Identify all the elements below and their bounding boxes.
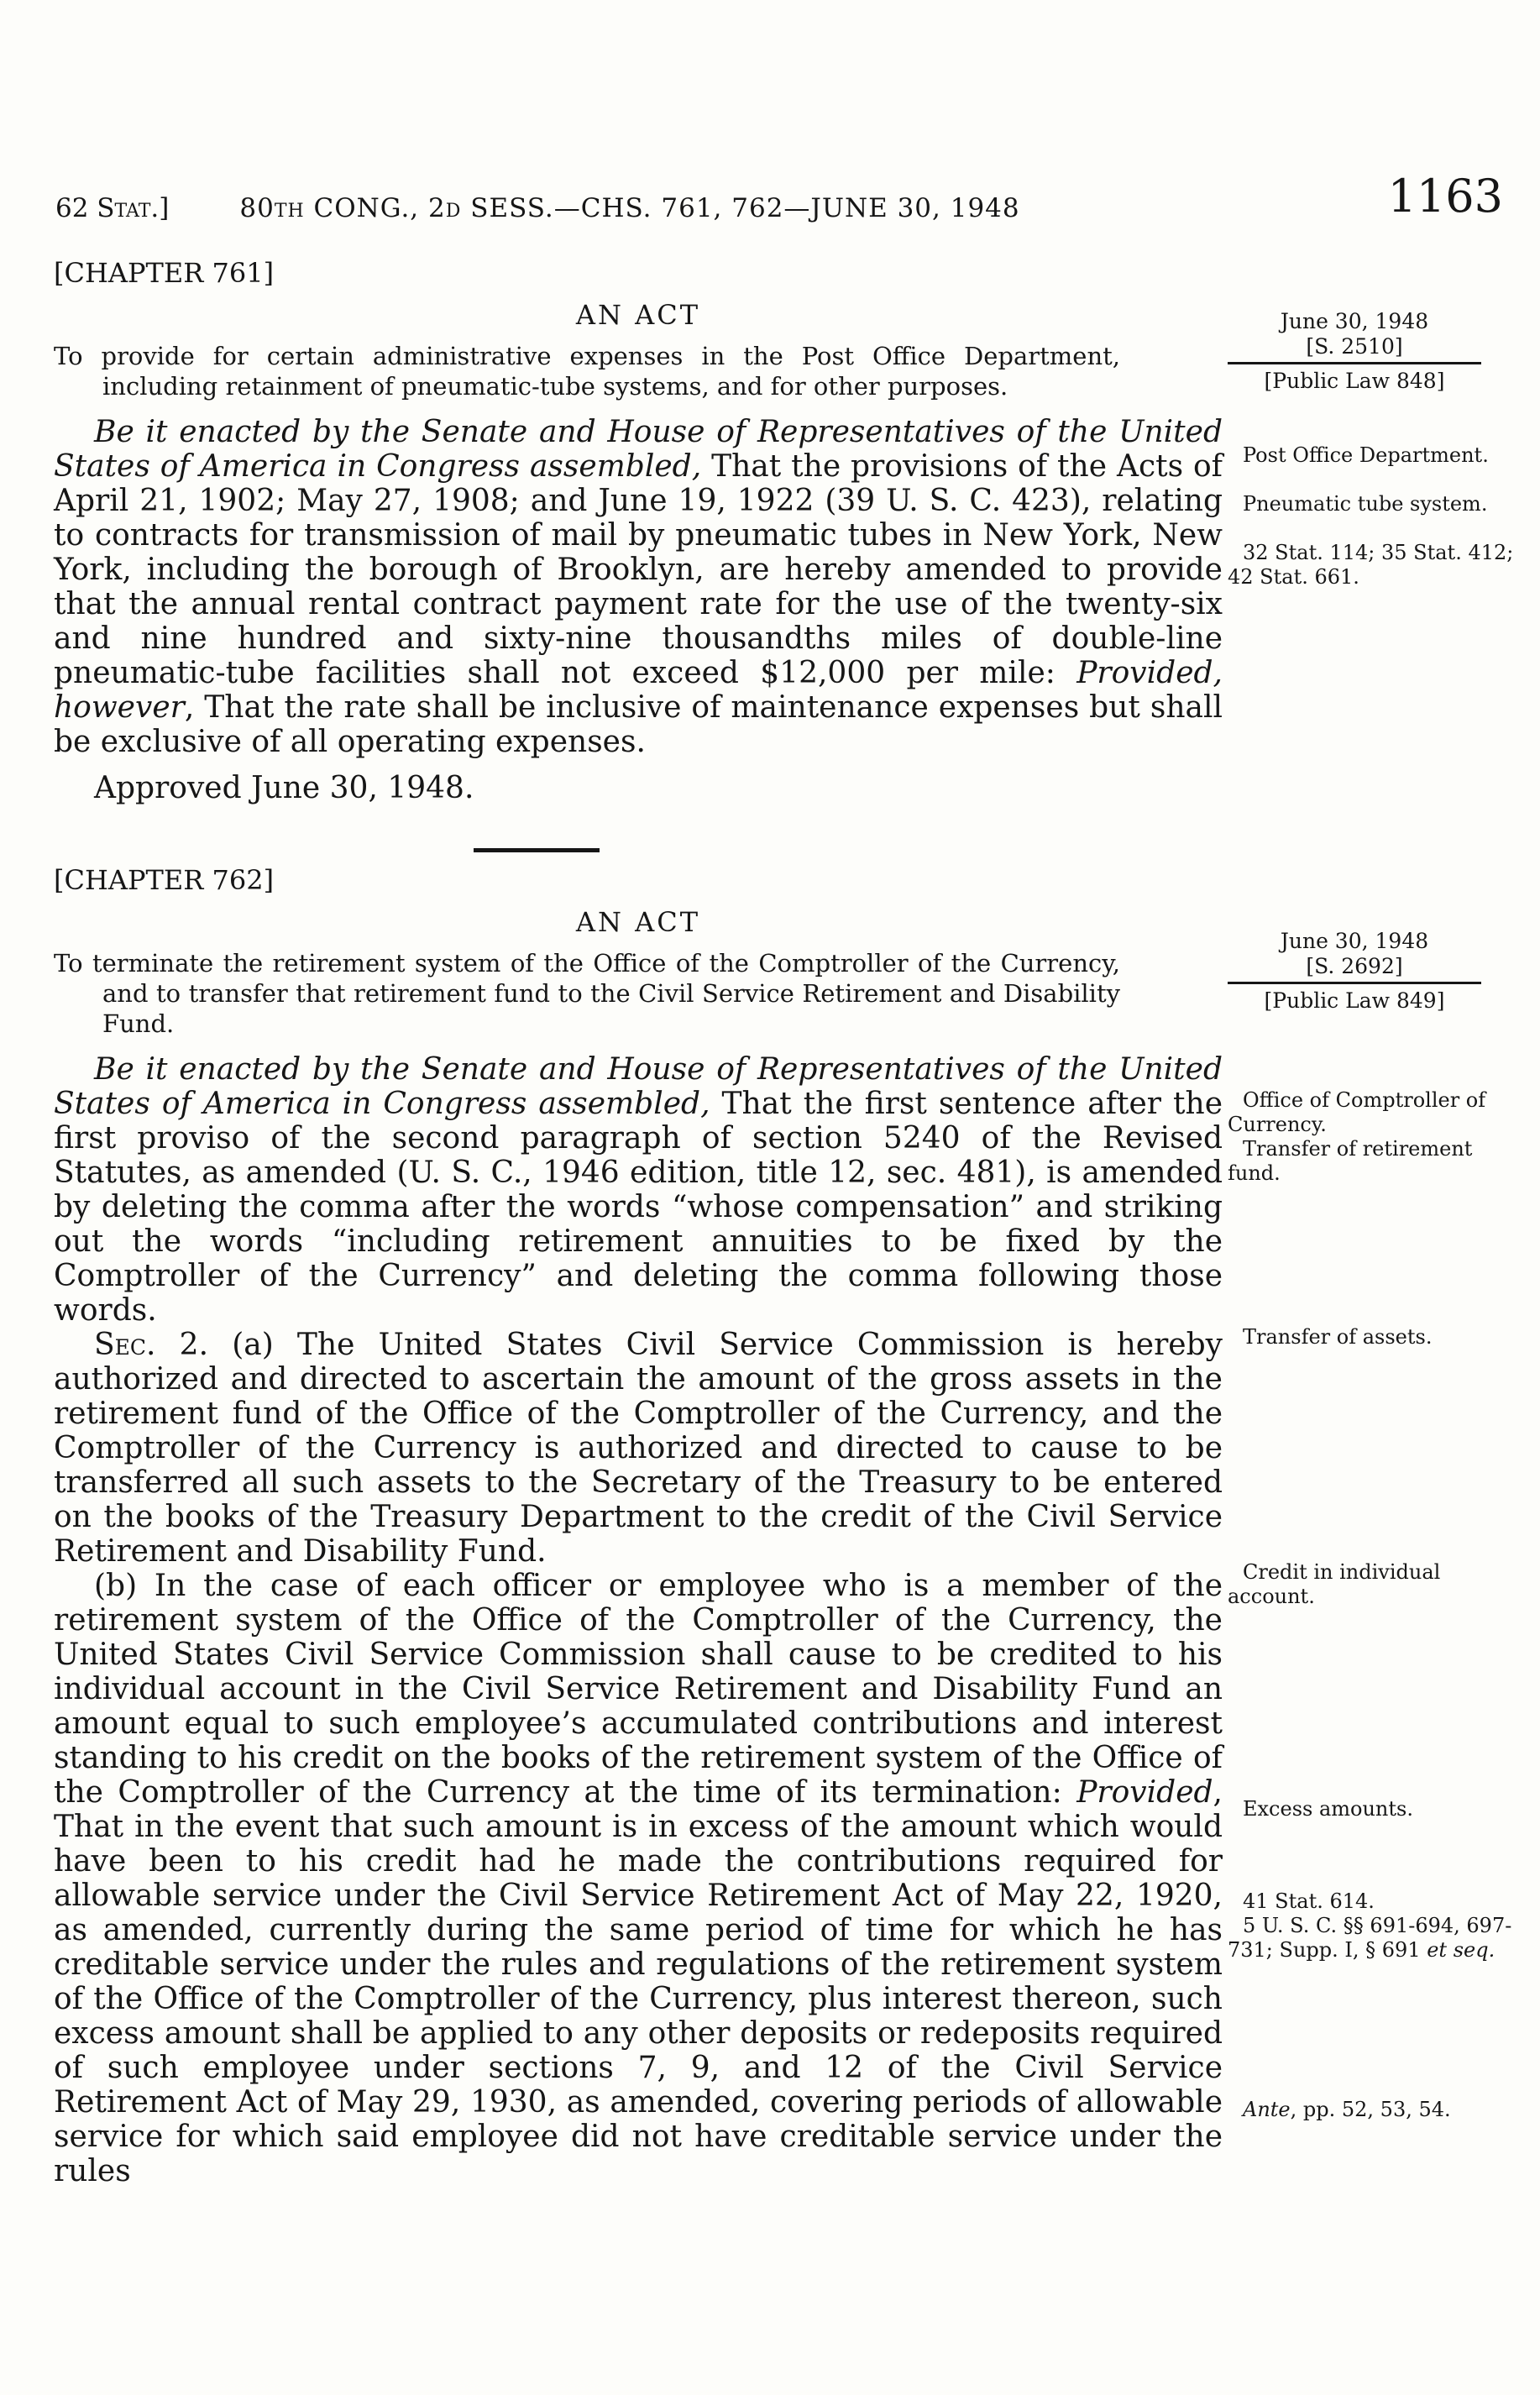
sidenote-credit-in-individual-account: Credit in individual account. xyxy=(1228,1560,1441,1608)
chapter-761-enacting-paragraph xyxy=(54,415,1223,759)
chapter-divider-rule xyxy=(474,848,600,852)
volume-reference: 62 Stat.] xyxy=(55,193,170,223)
sidenote-rule xyxy=(1228,982,1481,984)
sidenote-public-law: [Public Law 848] xyxy=(1264,369,1445,393)
chapter-762-date-block xyxy=(1228,929,1481,1014)
body-text: That the provisions of the Acts of April 21, 1902; May 27, 1908; and June 19, 1922 (39 U. S. C. 423), relating to contracts for transmission of mail by pneumatic tubes in New York, New York, including the borough of Brooklyn, are hereby amended to provide that the annual rental contract payment rate for the use of the twenty-six and nine hundred and sixty-nine thousandths miles of double-line pneumatic-tube facilities shall not exceed $12,000 per mile: xyxy=(54,449,1223,690)
sidenote-transfer-of-assets: Transfer of assets. xyxy=(1243,1325,1433,1349)
body-text: , That in the event that such amount is in excess of the amount which would have been to his credit had he made the contributions required for allowable service under the Civil Service Retirement Act of May 22, 1920, as amended, currently during the same period of time for which he has creditable service under the rules and regulations of the retirement system of the Office of the Comptroller of the Currency, plus interest thereon, such excess amount shall be applied to any other deposits or redeposits required of such employee under sections 7, 9, and 12 of the Civil Service Retirement Act of May 29, 1930, as amended, covering periods of allowable service for which said employee did not have creditable service under the rules xyxy=(54,1775,1223,2188)
proviso-italic: Provided, however xyxy=(54,656,1223,725)
chapter-762-act-title: To terminate the retirement system of the Office of the Comptroller of the Currency, and to transfer that retirement fund to the Civil Service Retirement and Disability Fund. xyxy=(54,949,1120,1038)
sidenote-public-law: [Public Law 849] xyxy=(1264,988,1445,1013)
proviso-italic: Provided xyxy=(1076,1775,1213,1810)
chapter-761 xyxy=(54,257,1223,805)
chapter-761-act-title: To provide for certain administrative expenses in the Post Office Department, including retainment of pneumatic-tube systems, and for other purposes. xyxy=(54,342,1120,401)
body-text: (b) In the case of each officer or employee who is a member of the retirement system of the Office of the Comptroller of the Currency, the United States Civil Service Commission shall cause to be credited to his individual account in the Civil Service Retirement and Disability Fund an amount equal to such employee’s accumulated contributions and interest standing to his credit on the books of the retirement system of the Office of the Comptroller of the Currency at the time of its termination: xyxy=(54,1569,1223,1810)
page-number: 1163 xyxy=(1387,170,1503,223)
chapter-762-section-1-paragraph xyxy=(54,1052,1223,1328)
sidenote-statute-citations-761: 32 Stat. 114; 35 Stat. 412; 42 Stat. 661. xyxy=(1228,541,1514,589)
chapter-762-label: [CHAPTER 762] xyxy=(54,864,275,896)
body-text: (a) The United States Civil Service Commission is hereby authorized and directed to ascertain the amount of the gross assets in the retirement fund of the Office of the Comptroller of the Currency, and the Comptroller of the Currency is authorized and directed to cause to be transferred all such assets to the Secretary of the Treasury to be entered on the books of the Treasury Department to the credit of the Civil Service Retirement and Disability Fund. xyxy=(54,1328,1223,1569)
sidenote-ante-pages xyxy=(1228,2098,1516,2122)
chapter-762 xyxy=(54,843,1223,2188)
sidenote-date: June 30, 1948 xyxy=(1280,929,1429,953)
section-2-label: Sec. 2. xyxy=(94,1328,209,1362)
chapter-761-act-heading: AN ACT xyxy=(575,299,701,331)
et-seq-italic: et seq. xyxy=(1427,1938,1495,1962)
sidenote-pneumatic-tube-system: Pneumatic tube system. xyxy=(1243,492,1488,516)
sidenote-excess-amounts: Excess amounts. xyxy=(1243,1797,1413,1821)
sidenote-bill-number: [S. 2692] xyxy=(1306,954,1403,978)
sidenote-office-of-comptroller: Office of Comptroller of Currency. xyxy=(1228,1088,1486,1136)
chapter-761-date-block xyxy=(1228,309,1481,394)
ante-italic: Ante xyxy=(1243,2098,1291,2121)
sidenote-rule xyxy=(1228,362,1481,364)
chapter-762-section-2b-paragraph xyxy=(54,1569,1223,2188)
body-text: That the first sentence after the first proviso of the second paragraph of section 5240 of the Revised Statutes, as amended (U. S. C., 1946 edition, title 12, sec. 481), is amended by deleting the comma after the words “whose compensation” and striking out the words “including retirement annuities to be fixed by the Comptroller of the Currency” and deleting the comma following those words. xyxy=(54,1087,1223,1328)
sidenote-bill-number: [S. 2510] xyxy=(1306,334,1403,359)
sidenote-transfer-of-retirement-fund: Transfer of retirement fund. xyxy=(1228,1137,1473,1185)
enacting-clause: Be it enacted by the Senate and House of Representatives of the United States of America in Congress assembled, xyxy=(54,415,1223,484)
sidenote-41-stat-614: 41 Stat. 614. xyxy=(1243,1889,1375,1913)
sidenote-statute-citations-762 xyxy=(1228,1889,1516,1963)
sidenote-post-office-department: Post Office Department. xyxy=(1243,443,1489,467)
chapter-762-act-heading: AN ACT xyxy=(575,906,701,938)
chapter-762-section-2a-paragraph xyxy=(54,1328,1223,1569)
chapter-761-label: [CHAPTER 761] xyxy=(54,257,275,289)
sidenote-usc-citation xyxy=(1228,1914,1516,1963)
body-text: , That the rate shall be inclusive of maintenance expenses but shall be exclusive of all operating expenses. xyxy=(54,690,1223,759)
enacting-clause: Be it enacted by the Senate and House of Representatives of the United States of America in Congress assembled, xyxy=(54,1052,1223,1121)
chapter-761-approved-line: Approved June 30, 1948. xyxy=(94,771,474,805)
sidenote-date: June 30, 1948 xyxy=(1280,309,1429,333)
ante-pages-text: , pp. 52, 53, 54. xyxy=(1290,2098,1451,2121)
usc-citation-text: 5 U. S. C. §§ 691-694, 697-731; Supp. I, § 691 xyxy=(1228,1914,1512,1962)
session-heading: 80th CONG., 2d SESS.—CHS. 761, 762—JUNE 30, 1948 xyxy=(239,193,1020,223)
